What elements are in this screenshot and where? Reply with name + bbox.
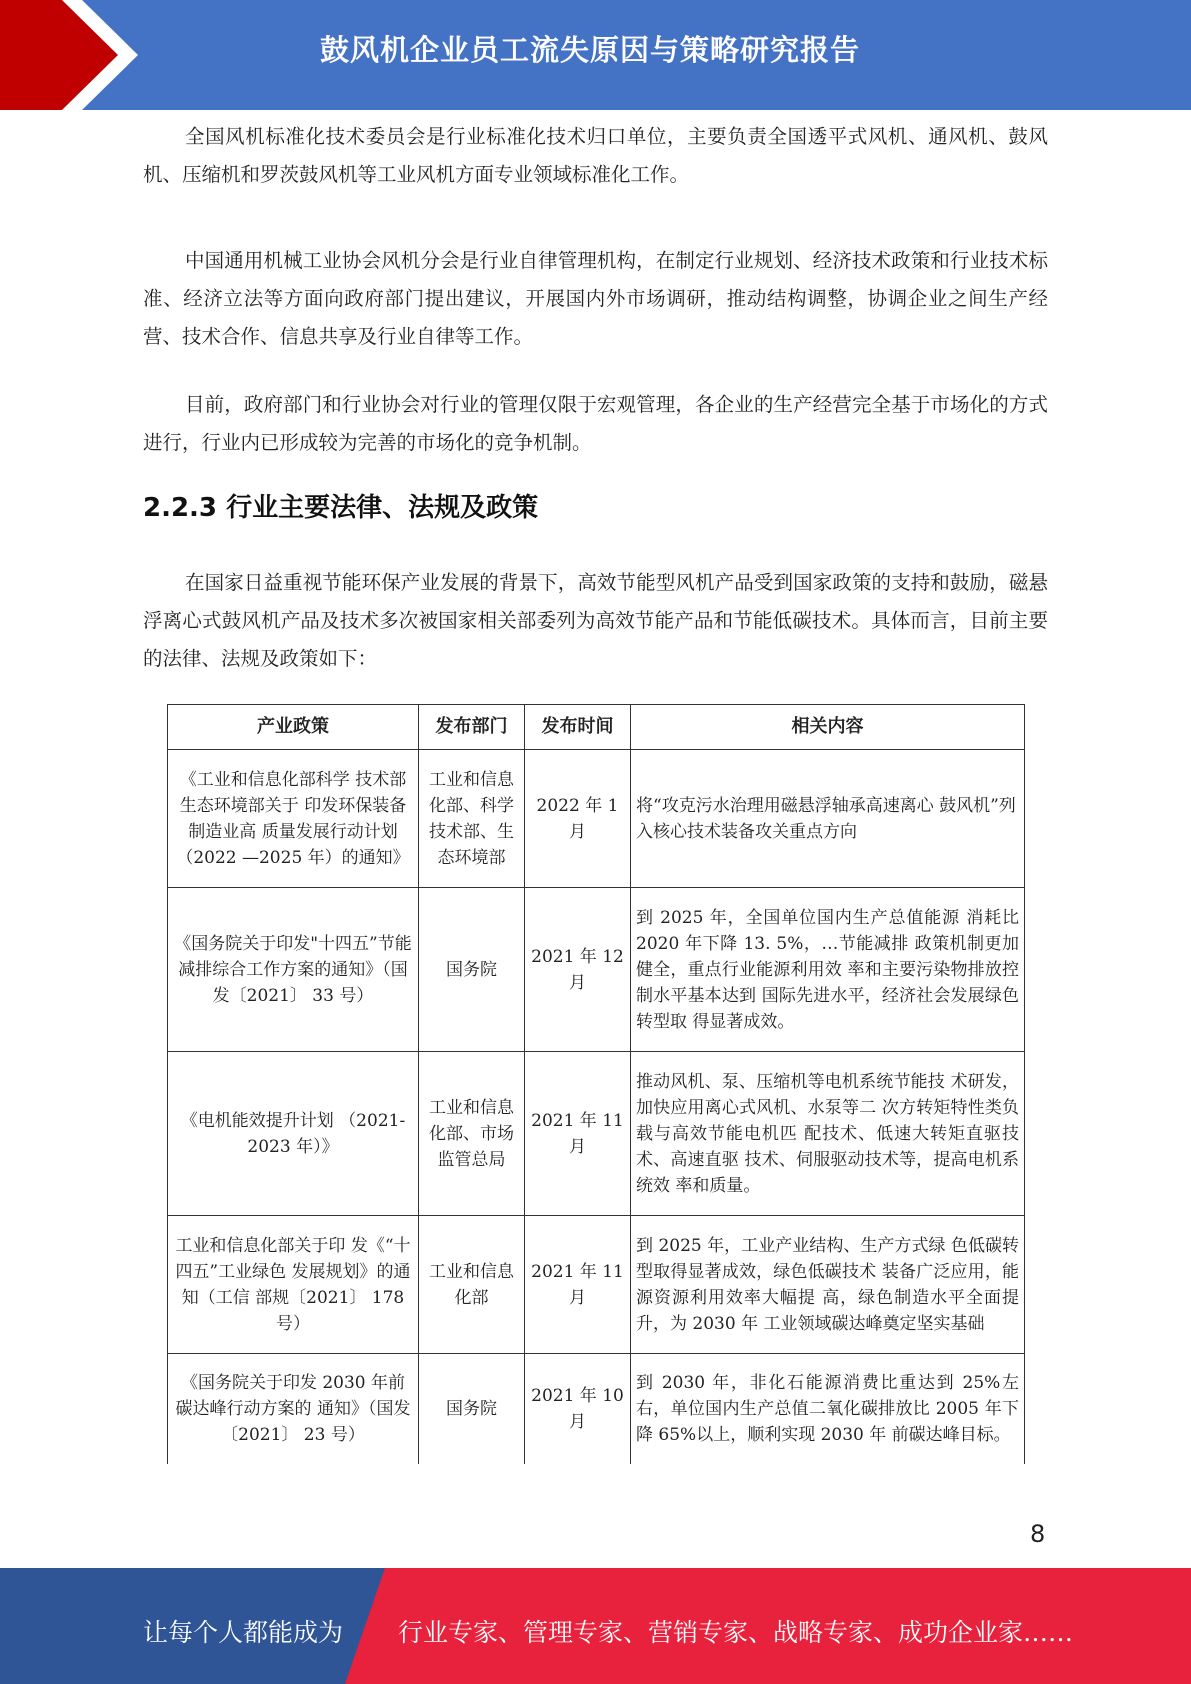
policy-department: 工业和信息化部、科学技术部、生态环境部 xyxy=(419,750,525,888)
policy-name: 《国务院关于印发"十四五”节能减排综合工作方案的通知》（国发〔2021〕 33 号） xyxy=(168,888,419,1052)
policy-content: 到 2025 年，工业产业结构、生产方式绿 色低碳转型取得显著成效，绿色低碳技术 装备广泛应用，能源资源利用效率大幅提 高，绿色制造水平全面提升，为 2030 年 工业领域碳达峰奠定坚实基础 xyxy=(631,1216,1025,1354)
policy-department: 国务院 xyxy=(419,888,525,1052)
header-arrow-decoration xyxy=(0,0,160,110)
policy-content: 到 2030 年，非化石能源消费比重达到 25%左右，单位国内生产总值二氧化碳排放比 2005 年下降 65%以上，顺利实现 2030 年 前碳达峰目标。 xyxy=(631,1354,1025,1464)
header-date: 发布时间 xyxy=(525,705,631,750)
header-department: 发布部门 xyxy=(419,705,525,750)
table-row xyxy=(168,888,1025,1052)
policy-department: 国务院 xyxy=(419,1354,525,1464)
footer-slogan-left: 让每个人都能成为 xyxy=(143,1618,344,1647)
policy-name: 《国务院关于印发 2030 年前碳达峰行动方案的 通知》（国发〔2021〕 23 号） xyxy=(168,1354,419,1464)
policy-date: 2021 年 11 月 xyxy=(525,1216,631,1354)
header-policy: 产业政策 xyxy=(168,705,419,750)
policy-name: 工业和信息化部关于印 发《“十四五”工业绿色 发展规划》的通知（工信 部规〔2021〕 178 号） xyxy=(168,1216,419,1354)
section-heading: 2.2.3 行业主要法律、法规及政策 xyxy=(143,493,539,523)
table-header-row xyxy=(168,705,1025,750)
report-title: 鼓风机企业员工流失原因与策略研究报告 xyxy=(320,33,861,67)
policy-department: 工业和信息化部 xyxy=(419,1216,525,1354)
policy-department: 工业和信息化部、市场监管总局 xyxy=(419,1052,525,1216)
paragraph-market-regulation: 目前，政府部门和行业协会对行业的管理仅限于宏观管理，各企业的生产经营完全基于市场化的方式进行，行业内已形成较为完善的市场化的竞争机制。 xyxy=(143,393,1048,454)
table-row xyxy=(168,1052,1025,1216)
policy-name: 《工业和信息化部科学 技术部生态环境部关于 印发环保装备制造业高 质量发展行动计划（2022 —2025 年）的通知》 xyxy=(168,750,419,888)
policy-content: 到 2025 年，全国单位国内生产总值能源 消耗比 2020 年下降 13. 5%，…节能减排 政策机制更加健全，重点行业能源利用效 率和主要污染物排放控制水平基本达到 国际先进水平，经济社会发展绿色转型取 得显著成效。 xyxy=(631,888,1025,1052)
policy-table xyxy=(167,704,1025,1464)
policy-date: 2021 年 11 月 xyxy=(525,1052,631,1216)
policy-content: 推动风机、泵、压缩机等电机系统节能技 术研发，加快应用离心式风机、水泵等二 次方转矩特性类负载与高效节能电机匹 配技术、低速大转矩直驱技术、高速直驱 技术、伺服驱动技术等，提高电机系统效 率和质量。 xyxy=(631,1052,1025,1216)
page-footer xyxy=(0,1568,1191,1684)
paragraph-policy-intro: 在国家日益重视节能环保产业发展的背景下，高效节能型风机产品受到国家政策的支持和鼓励，磁悬浮离心式鼓风机产品及技术多次被国家相关部委列为高效节能产品和节能低碳技术。具体而言，目前主要的法律、法规及政策如下： xyxy=(143,571,1048,670)
table-row xyxy=(168,750,1025,888)
policy-date: 2021 年 10 月 xyxy=(525,1354,631,1464)
header-content: 相关内容 xyxy=(631,705,1025,750)
policy-content: 将“攻克污水治理用磁悬浮轴承高速离心 鼓风机”列入核心技术装备攻关重点方向 xyxy=(631,750,1025,888)
footer-slogan-right: 行业专家、管理专家、营销专家、战略专家、成功企业家…… xyxy=(398,1618,1074,1647)
table-row xyxy=(168,1354,1025,1464)
paragraph-standards-committee: 全国风机标准化技术委员会是行业标准化技术归口单位，主要负责全国透平式风机、通风机、鼓风机、压缩机和罗茨鼓风机等工业风机方面专业领域标准化工作。 xyxy=(143,125,1048,186)
paragraph-industry-association: 中国通用机械工业协会风机分会是行业自律管理机构，在制定行业规划、经济技术政策和行业技术标准、经济立法等方面向政府部门提出建议，开展国内外市场调研，推动结构调整，协调企业之间生产经营、技术合作、信息共享及行业自律等工作。 xyxy=(143,249,1048,348)
policy-name: 《电机能效提升计划 （2021-2023 年）》 xyxy=(168,1052,419,1216)
page-header xyxy=(0,0,1191,110)
policy-date: 2022 年 1 月 xyxy=(525,750,631,888)
page-number: 8 xyxy=(1030,1520,1046,1548)
policy-date: 2021 年 12 月 xyxy=(525,888,631,1052)
table-row xyxy=(168,1216,1025,1354)
